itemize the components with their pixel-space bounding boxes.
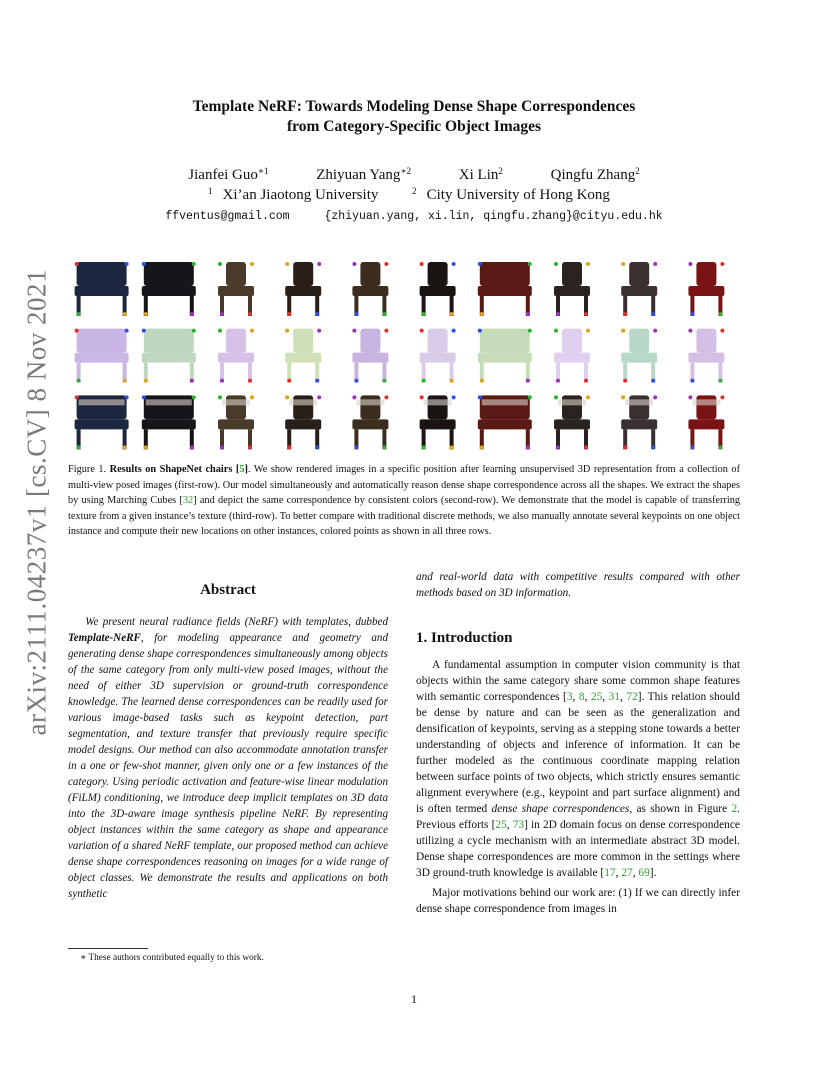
affiliation-2: $^2$ City University of Hong Kong — [412, 186, 610, 203]
rendered-chair-4 — [285, 262, 321, 316]
correspondence-chair-6 — [420, 329, 456, 383]
texture-chair-1 — [75, 395, 129, 449]
author-1: Jianfei Guo$^{∗1}$ — [188, 166, 269, 183]
correspondence-chair-7 — [478, 329, 532, 383]
intro-paragraph-1: A fundamental assumption in computer vision community is that objects within the same category share some common shape features with semantic correspondences [3, 8, 25, 31, 72]. This relation should be dense by nature and can be seen as the generalization and densification of keypoints, serving as a stepping stone towards a better understanding of objects and inference of information. It can be further modeled as the continuous coordinate mapping relation between surface points of two objects, which strictly ensures semantic alignment everywhere (e.g., keypoint and part surface alignment) and is often termed dense shape correspondences, as shown in Figure 2. Previous efforts [25, 73] in 2D domain focus on dense correspondence utilizing a cycle mechanism with an intermediate abstract 3D model. Dense shape correspondences are more common in the settings where 3D ground-truth knowledge is available [17, 27, 69]. — [416, 659, 740, 879]
email-2[interactable]: {zhiyuan.yang, xi.lin, qingfu.zhang}@cityu.edu.hk — [324, 210, 663, 223]
caption-text-1: . We show rendered images in a specific position after learning unsupervised 3D representation from a collection of multi-view posed images (first-row). Our model simultaneously and automatically reason dense shape correspondence across all the shapes. We extract the shapes by using Marching Cubes [ — [68, 464, 740, 506]
figure-link[interactable]: 2 — [731, 803, 738, 815]
texture-chair-4 — [285, 395, 321, 449]
figure-1-chair-grid — [68, 256, 740, 456]
cite-link[interactable]: 32 — [182, 495, 194, 506]
texture-chair-9 — [621, 395, 657, 449]
author-3: Xi Lin$^2$ — [458, 166, 503, 183]
cite-link[interactable]: 17 — [604, 867, 616, 879]
correspondence-chair-4 — [285, 329, 321, 383]
page-number: 1 — [411, 992, 417, 1006]
correspondence-chair-9 — [621, 329, 657, 383]
affiliation-1: $^1$ Xi’an Jiaotong University — [208, 186, 379, 203]
paper-title — [0, 97, 828, 137]
texture-chair-10 — [688, 395, 724, 449]
author-list — [0, 166, 828, 185]
rendered-chair-6 — [420, 262, 456, 316]
texture-chair-3 — [218, 395, 254, 449]
rendered-chair-1 — [75, 262, 129, 316]
title-line-2: from Category-Specific Object Images — [286, 118, 542, 135]
texture-chair-7 — [478, 395, 532, 449]
title-line-1: Template NeRF: Towards Modeling Dense Shape Correspondences — [192, 98, 636, 115]
cite-link[interactable]: 69 — [638, 867, 650, 879]
abstract-heading: Abstract — [200, 582, 256, 598]
emails — [0, 210, 828, 223]
author-2: Zhiyuan Yang$^{∗2}$ — [316, 166, 412, 183]
cite-link[interactable]: 25 — [495, 819, 507, 831]
rendered-chair-2 — [142, 262, 196, 316]
texture-chair-8 — [554, 395, 590, 449]
texture-chair-6 — [420, 395, 456, 449]
introduction-text — [416, 657, 740, 917]
author-4: Qingfu Zhang$^2$ — [550, 166, 640, 183]
arxiv-stamp: arXiv:2111.04237v1 [cs.CV] 8 Nov 2021 — [21, 269, 52, 736]
footnote: ∗ These authors contributed equally to this work. — [80, 953, 264, 963]
cite-link[interactable]: 72 — [626, 691, 638, 703]
intro-paragraph-2: Major motivations behind our work are: (1) If we can directly infer dense shape correspondence from images in — [416, 887, 740, 915]
rendered-chair-5 — [352, 262, 388, 316]
cite-link[interactable]: 5 — [239, 464, 245, 475]
caption-label: Figure 1. — [68, 464, 107, 475]
cite-link[interactable]: 25 — [590, 691, 603, 703]
correspondence-chair-1 — [75, 329, 129, 383]
rendered-chair-7 — [478, 262, 532, 316]
correspondence-chair-10 — [688, 329, 724, 383]
cite-link[interactable]: 8 — [578, 691, 585, 703]
correspondence-chair-5 — [352, 329, 388, 383]
caption-bold: Results on ShapeNet chairs — [109, 464, 233, 475]
rendered-chair-10 — [688, 262, 724, 316]
rendered-chair-9 — [621, 262, 657, 316]
cite-link[interactable]: 31 — [608, 691, 621, 703]
footnote-rule — [68, 948, 148, 949]
figure-caption: Figure 1. Results on ShapeNet chairs [5]. We show rendered images in a specific position after learning unsupervised 3D representation from a collection of multi-view posed images (first-row). Our model simultaneously and automatically reason dense shape correspondence across all the shapes. We extract the shapes by using Marching Cubes [32] and depict the same correspondence by consistent colors (second-row). We demonstrate that the model is capable of transferring texture from a given instance’s texture (third-row). To better compare with traditional discrete methods, we also manually annotate several keypoints on one object instance and compute their new locations on other instances, colored points as shown in all three rows. — [68, 464, 740, 537]
rendered-chair-8 — [554, 262, 590, 316]
cite-link[interactable]: 27 — [621, 867, 633, 879]
texture-chair-5 — [352, 395, 388, 449]
correspondence-chair-3 — [218, 329, 254, 383]
cite-link[interactable]: 73 — [512, 819, 525, 831]
abstract-text: We present neural radiance fields (NeRF) with templates, dubbed Template-NeRF, for modeling appearance and geometry and generating dense shape correspondences simultaneously among objects of the same category from only multi-view posed images, without the need of either 3D supervision or ground-truth correspondence knowledge. The learned dense correspondences can be readily used for various image-based tasks such as keypoint detection, part segmentation, and texture transfer that previously require specific model designs. Our method can also accommodate annotation transfer in a one or few-shot manner, given only one or a few instances of the category. Using periodic activation and feature-wise linear modulation (FiLM) conditioning, we introduce deep implicit templates on 3D data into the 3D-aware image synthesis pipeline NeRF. By representing object instances within the same category as shape and appearance variation of a shared NeRF template, our proposed method can achieve dense shape correspondences reasoning on images for a wide range of object classes. We demonstrate the results and applications on both synthetic — [68, 616, 388, 900]
caption-text-2: ] and depict the same correspondence by consistent colors (second-row). We demonstrate that the model is capable of transferring texture from a given instance’s texture (third-row). To better compare with traditional discrete methods, we also manually annotate several keypoints on one object instance and compute their new locations on other instances, colored points as shown in all three rows. — [68, 495, 740, 537]
texture-chair-2 — [142, 395, 196, 449]
correspondence-chair-2 — [142, 329, 196, 383]
abstract-continuation: and real-world data with competitive results compared with other methods based on 3D information. — [416, 571, 740, 599]
email-1[interactable]: ffventus@gmail.com — [165, 210, 290, 223]
affiliations — [0, 187, 828, 204]
cite-link[interactable]: 3 — [566, 691, 573, 703]
rendered-chair-3 — [218, 262, 254, 316]
section-heading-introduction: 1. Introduction — [416, 630, 513, 646]
correspondence-chair-8 — [554, 329, 590, 383]
